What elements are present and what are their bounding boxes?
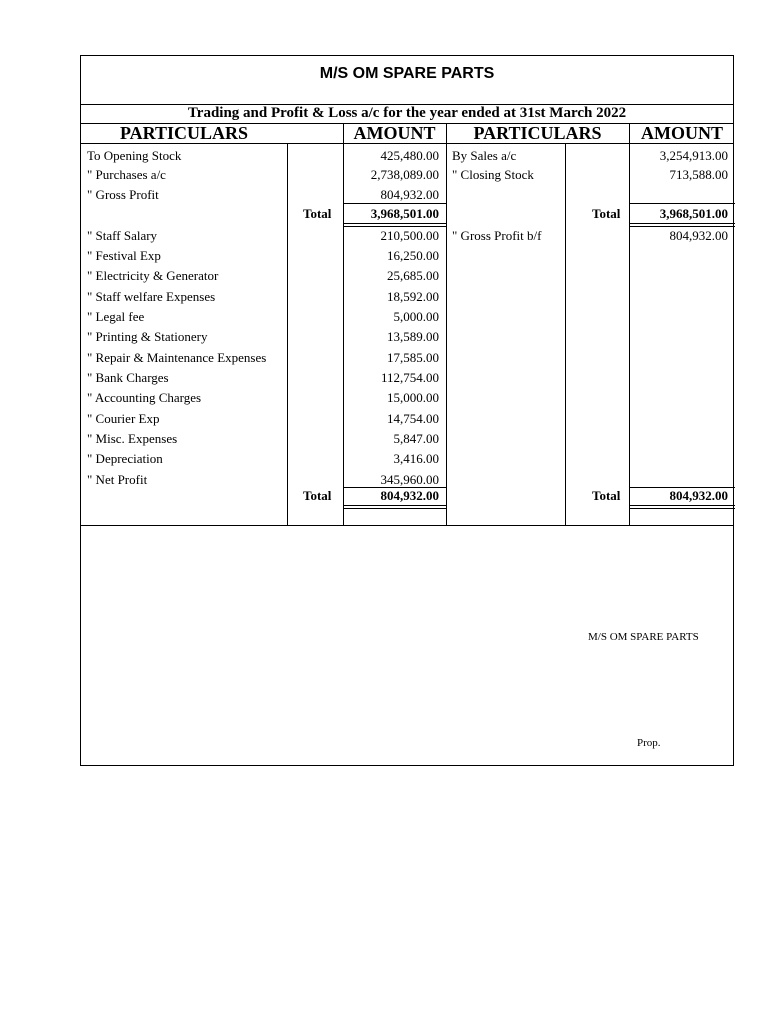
- double-underline: [629, 223, 735, 227]
- pl-total-label-left: Total: [303, 488, 332, 503]
- header-divider: [81, 143, 733, 144]
- double-underline: [343, 505, 446, 509]
- pl-credit-amount: 804,932.00: [669, 228, 728, 243]
- pl-debit-label: " Depreciation: [87, 451, 163, 466]
- trading-debit-label: To Opening Stock: [87, 148, 182, 163]
- trading-credit-amount: 3,254,913.00: [659, 148, 728, 163]
- pl-debit-label: " Staff welfare Expenses: [87, 289, 216, 304]
- trading-debit-label: " Purchases a/c: [87, 167, 166, 182]
- column-line: [565, 143, 566, 525]
- pl-debit-label: " Electricity & Generator: [87, 268, 219, 283]
- table-bottom-divider: [81, 525, 733, 526]
- pl-debit-label: " Legal fee: [87, 309, 145, 324]
- trading-debit-label: " Gross Profit: [87, 187, 159, 202]
- pl-debit-label: " Courier Exp: [87, 411, 160, 426]
- pl-debit-label: " Accounting Charges: [87, 390, 202, 405]
- pl-total-label-right: Total: [592, 488, 621, 503]
- pl-debit-amount: 16,250.00: [387, 248, 439, 263]
- pl-debit-label: " Festival Exp: [87, 248, 161, 263]
- pl-debit-label: " Printing & Stationery: [87, 329, 208, 344]
- signature-firm: M/S OM SPARE PARTS: [588, 631, 699, 643]
- pl-debit-label: " Net Profit: [87, 472, 148, 487]
- pl-debit-amount: 25,685.00: [387, 268, 439, 283]
- column-line: [446, 123, 447, 525]
- trading-debit-amount: 2,738,089.00: [370, 167, 439, 182]
- trading-credit-label: By Sales a/c: [452, 148, 517, 163]
- pl-debit-label: " Repair & Maintenance Expenses: [87, 350, 267, 365]
- pl-debit-amount: 15,000.00: [387, 390, 439, 405]
- double-underline: [343, 223, 446, 227]
- pl-debit-amount: 18,592.00: [387, 289, 439, 304]
- particulars-left-header: PARTICULARS: [119, 123, 249, 143]
- pl-debit-amount: 14,754.00: [387, 411, 439, 426]
- signature-role: Prop.: [637, 737, 661, 749]
- trading-debit-amount: 425,480.00: [380, 148, 439, 163]
- amount-left-header: AMOUNT: [353, 123, 436, 143]
- pl-debit-amount: 5,847.00: [393, 431, 439, 446]
- pl-debit-label: " Misc. Expenses: [87, 431, 178, 446]
- pl-debit-label: " Bank Charges: [87, 370, 169, 385]
- pl-debit-amount: 13,589.00: [387, 329, 439, 344]
- amount-right-header: AMOUNT: [641, 123, 723, 143]
- trading-total-credit: 3,968,501.00: [659, 206, 728, 221]
- column-line: [629, 123, 630, 525]
- column-line: [287, 143, 288, 525]
- pl-debit-amount: 3,416.00: [393, 451, 439, 466]
- statement-sheet: [80, 55, 734, 766]
- pl-total-debit: 804,932.00: [380, 488, 439, 503]
- trading-debit-amount: 804,932.00: [380, 187, 439, 202]
- trading-credit-label: " Closing Stock: [452, 167, 534, 182]
- pl-debit-amount: 112,754.00: [380, 370, 439, 385]
- total-rule: [629, 203, 735, 204]
- trading-credit-amount: 713,588.00: [669, 167, 728, 182]
- trading-total-label-left: Total: [303, 206, 332, 221]
- pl-debit-amount: 17,585.00: [387, 350, 439, 365]
- pl-debit-amount: 345,960.00: [380, 472, 439, 487]
- pl-debit-amount: 5,000.00: [393, 309, 439, 324]
- pl-credit-label: " Gross Profit b/f: [452, 228, 542, 243]
- pl-total-credit: 804,932.00: [669, 488, 728, 503]
- double-underline: [629, 505, 735, 509]
- trading-total-debit: 3,968,501.00: [370, 206, 439, 221]
- statement-title: Trading and Profit & Loss a/c for the year ended at 31st March 2022: [187, 105, 627, 121]
- pl-debit-amount: 210,500.00: [380, 228, 439, 243]
- particulars-right-header: PARTICULARS: [473, 123, 602, 143]
- total-rule: [343, 203, 446, 204]
- firm-title: M/S OM SPARE PARTS: [319, 65, 495, 82]
- pl-debit-label: " Staff Salary: [87, 228, 158, 243]
- trading-total-label-right: Total: [592, 206, 621, 221]
